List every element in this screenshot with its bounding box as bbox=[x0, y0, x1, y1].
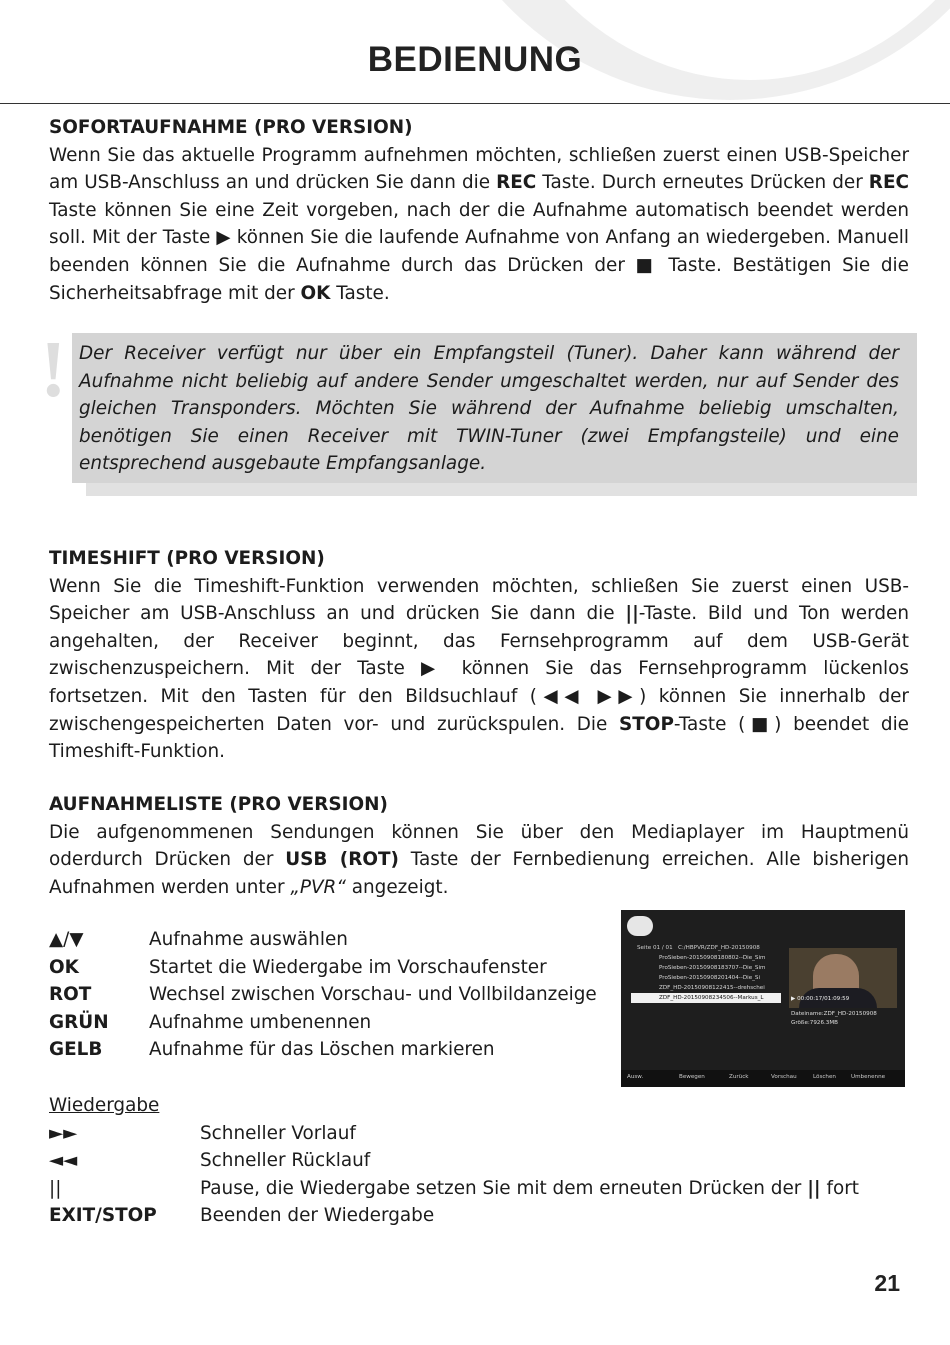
key-row bbox=[49, 1036, 609, 1064]
note-box bbox=[72, 333, 917, 496]
screenshot-file: ProSieben-20150908180802--Die_Sim bbox=[659, 955, 766, 961]
mediaplayer-screenshot bbox=[621, 910, 905, 1087]
text-run: Die aufgenommenen Sendungen können Sie über den Mediaplayer im Hauptmenü oderdurch Drücken der bbox=[49, 821, 909, 871]
page-number: 21 bbox=[874, 1270, 900, 1296]
key-row bbox=[49, 1202, 909, 1230]
text-run: Wenn Sie das aktuelle Programm aufnehmen möchten, schließen zuerst einen USB-Speicher am USB-Anschluss an und drücken Sie dann die bbox=[49, 144, 909, 194]
key-description: Aufnahme auswählen bbox=[149, 929, 348, 950]
section-paragraph bbox=[49, 819, 909, 902]
key-description: Schneller Rücklauf bbox=[200, 1150, 371, 1172]
wiedergabe-list bbox=[49, 1092, 909, 1230]
section-sofortaufnahme bbox=[49, 114, 909, 307]
page-title: BEDIENUNG bbox=[367, 40, 583, 79]
wiedergabe-label-row bbox=[49, 1092, 909, 1120]
text-run: Taste können Sie eine Zeit vorgeben, nach der die Aufnahme automatisch beendet werden soll. Mit der Taste ▶ können Sie die laufende Aufnahme von Anfang an wiedergeben. Manuell beenden können Sie die Aufnahme durch das Drücken der ■ Taste. Bestätigen Sie die Sicherheitsabfrage mit der bbox=[49, 199, 909, 304]
rec-key-label: REC bbox=[496, 172, 537, 194]
text-run: Taste der Fernbedienung erreichen. Alle bisherigen Aufnahmen werden unter bbox=[49, 849, 909, 898]
wiedergabe-label: Wiedergabe bbox=[49, 1095, 160, 1116]
key-row bbox=[49, 926, 609, 954]
key-row bbox=[49, 1175, 909, 1203]
screenshot-file: ProSieben-20150908201404--Die_Si bbox=[659, 975, 761, 981]
key-name: ►► bbox=[49, 1122, 78, 1144]
screenshot-file-list bbox=[631, 943, 781, 1063]
key-row bbox=[49, 1009, 609, 1037]
text-run: Taste. bbox=[330, 282, 390, 304]
screenshot-footer bbox=[621, 1070, 905, 1087]
text-run: -Taste. Bild und Ton werden angehalten, der Receiver beginnt, das Fernsehprogramm auf dem USB-Gerät zwischenzuspeichern. Mit der Taste ▶ können Sie das Fernsehprogramm lückenlos fortsetzen. Mit den Tasten für den Bildsuchlauf (◀◀ ▶▶) können Sie innerhalb der zwischengespeicherten Daten vor- und zurückspulen. Die bbox=[49, 603, 909, 735]
usb-key-label: USB (ROT) bbox=[285, 849, 399, 871]
recorder-icon bbox=[627, 916, 653, 936]
text-run: fort bbox=[820, 1177, 859, 1199]
playback-time: ▶ 00:00:17/01:09:59 bbox=[791, 996, 850, 1002]
key-description-pause bbox=[200, 1175, 859, 1203]
key-list bbox=[49, 926, 609, 1064]
file-size-info: Größe:7926.3MB bbox=[791, 1020, 839, 1026]
screenshot-file: ZDF_HD-20150908122415--drehschei bbox=[659, 985, 765, 991]
key-name: EXIT/STOP bbox=[49, 1205, 157, 1227]
screenshot-path bbox=[631, 943, 781, 953]
text-run: Wenn Sie die Timeshift-Funktion verwenden möchten, schließen Sie zuerst einen USB-Speicher am USB-Anschluss an und drücken Sie dann die bbox=[49, 575, 909, 625]
pvr-label: „PVR“ bbox=[290, 876, 346, 898]
section-aufnahmeliste bbox=[49, 791, 909, 901]
key-name: ◄◄ bbox=[49, 1150, 78, 1172]
screenshot-file-selected: ZDF_HD-20150908234506--Markus_L bbox=[631, 993, 781, 1003]
footer-hint: Vorschau bbox=[771, 1074, 797, 1080]
playback-time-text: 00:00:17/01:09:59 bbox=[797, 996, 850, 1002]
key-name: ▲/▼ bbox=[49, 929, 84, 950]
key-row bbox=[49, 954, 609, 982]
section-paragraph bbox=[49, 573, 909, 766]
footer-hint: Löschen bbox=[813, 1074, 836, 1080]
footer-hint: Umbenenne bbox=[851, 1074, 886, 1080]
section-heading: AUFNAHMELISTE (PRO VERSION) bbox=[49, 794, 388, 815]
section-paragraph bbox=[49, 142, 909, 308]
pause-key-label: || bbox=[625, 603, 639, 625]
rec-key-label: REC bbox=[868, 172, 910, 194]
section-timeshift bbox=[49, 545, 909, 766]
key-description: Aufnahme für das Löschen markieren bbox=[149, 1039, 495, 1061]
key-description: Beenden der Wiedergabe bbox=[200, 1205, 435, 1227]
ok-key-label: OK bbox=[300, 282, 331, 304]
text-run: -Taste (■) beendet die Timeshift-Funktion. bbox=[49, 713, 910, 763]
key-description: Aufnahme umbenennen bbox=[149, 1011, 372, 1033]
footer-hint: Zurück bbox=[729, 1074, 749, 1080]
key-row bbox=[49, 1120, 909, 1148]
key-name: GELB bbox=[49, 1039, 103, 1061]
screenshot-path-text: C:/HBPVR/ZDF_HD-20150908 bbox=[677, 945, 760, 951]
file-info bbox=[791, 1010, 899, 1028]
text-run: Taste. Durch erneutes Drücken der bbox=[536, 172, 869, 194]
text-run: angezeigt. bbox=[345, 876, 449, 898]
note-text: Der Receiver verfügt nur über ein Empfangsteil (Tuner). Daher kann während der Aufnahme nicht beliebig auf andere Sender umgeschaltet werden, nur auf Sender des gleichen Transponders. Möchten Sie während der Aufnahme beliebig umschalten, benötigen Sie einen Receiver mit TWIN-Tuner (zwei Empfangsteile) und eine entsprechend ausgebaute Empfangsanlage. bbox=[79, 343, 899, 475]
exclamation-icon: ! bbox=[40, 326, 67, 414]
file-name-info: Dateiname:ZDF_HD-20150908 bbox=[791, 1011, 877, 1017]
key-row bbox=[49, 981, 609, 1009]
screenshot-page-label: Seite 01 / 01 bbox=[637, 945, 673, 951]
key-description: Wechsel zwischen Vorschau- und Vollbildanzeige bbox=[149, 984, 597, 1006]
footer-hint: Bewegen bbox=[679, 1074, 705, 1080]
key-description: Schneller Vorlauf bbox=[200, 1122, 356, 1144]
section-heading: TIMESHIFT (PRO VERSION) bbox=[49, 548, 325, 569]
title-divider bbox=[0, 103, 950, 104]
key-name: OK bbox=[49, 956, 79, 978]
key-row bbox=[49, 1147, 909, 1175]
key-name: ROT bbox=[49, 984, 92, 1006]
stop-key-label: STOP bbox=[619, 713, 674, 735]
key-description: Startet die Wiedergabe im Vorschaufenster bbox=[149, 956, 547, 978]
footer-hint: Ausw. bbox=[627, 1074, 644, 1080]
key-name: GRÜN bbox=[49, 1011, 109, 1033]
text-run: Pause, die Wiedergabe setzen Sie mit dem erneuten Drücken der bbox=[200, 1177, 808, 1199]
section-heading: SOFORTAUFNAHME (PRO VERSION) bbox=[49, 117, 413, 138]
screenshot-file: ProSieben-20150908183707--Die_Sim bbox=[659, 965, 766, 971]
key-name: || bbox=[49, 1177, 62, 1199]
pause-key-label: || bbox=[807, 1177, 821, 1199]
